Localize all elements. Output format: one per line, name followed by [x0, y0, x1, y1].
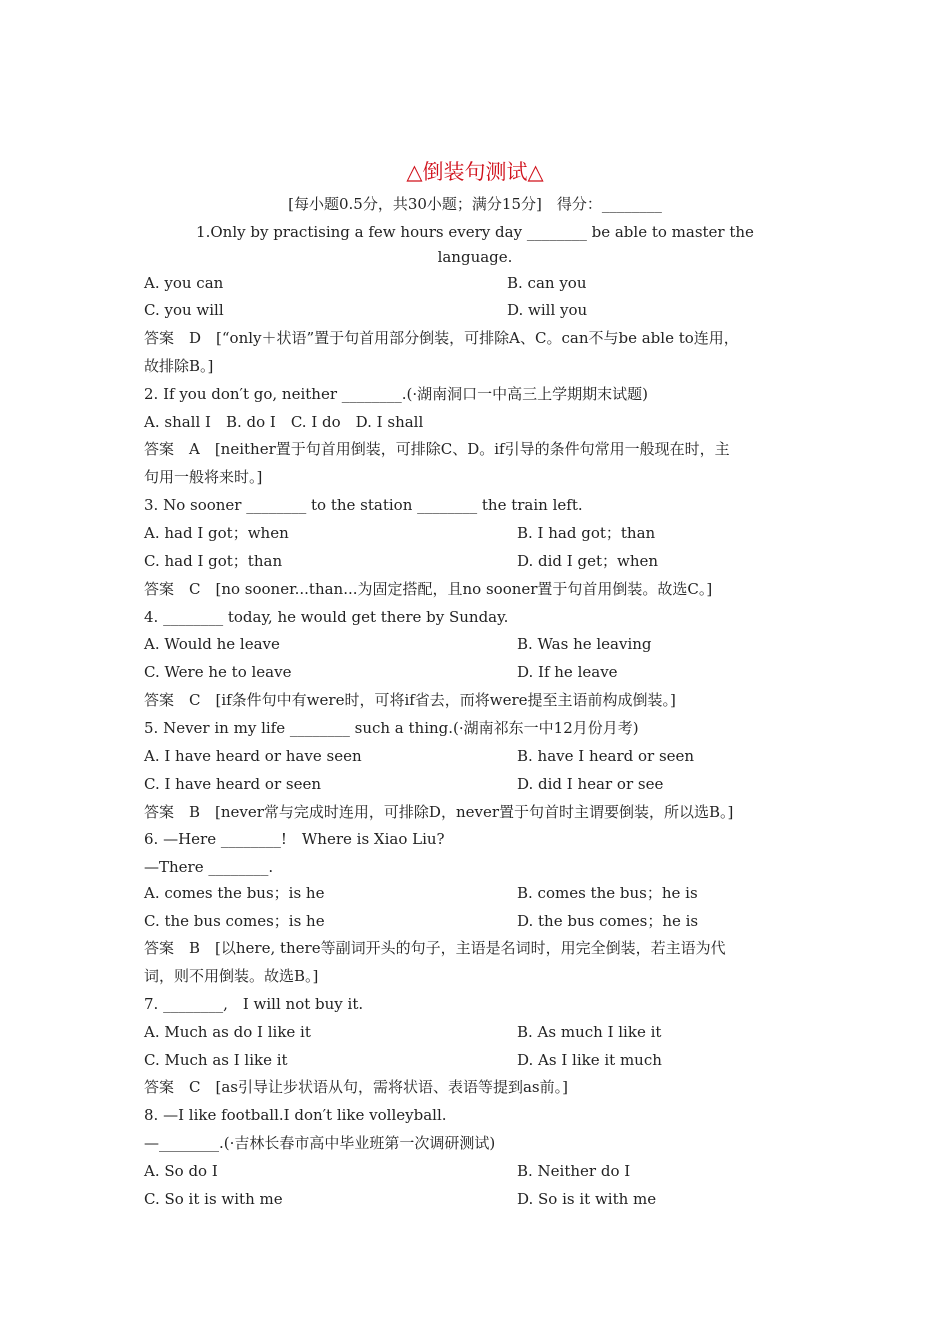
question-6-option-b: B. comes the bus；he is	[517, 884, 698, 902]
question-4-option-d: D. If he leave	[517, 663, 618, 681]
question-7-option-d: D. As I like it much	[517, 1051, 662, 1069]
question-4-option-c: C. Were he to leave	[144, 663, 292, 681]
question-6-option-d: D. the bus comes；he is	[517, 912, 699, 930]
question-4-option-a: A. Would he leave	[144, 635, 280, 653]
question-7-option-b: B. As much I like it	[517, 1023, 662, 1041]
question-5-option-d: D. did I hear or see	[517, 775, 664, 793]
question-1-option-b: B. can you	[507, 274, 587, 292]
question-1-option-d: D. will you	[507, 301, 588, 319]
question-8-option-d: D. So is it with me	[517, 1190, 657, 1208]
question-6-stem-cont: —There ________.	[144, 858, 274, 876]
question-6-answer-cont: 词，则不用倒装。故选B。]	[144, 967, 319, 985]
question-8-option-a: A. So do I	[144, 1162, 218, 1180]
question-3-answer: 答案 C [no sooner...than...为固定搭配，且no sooner置于句首用倒装。故选C。]	[144, 580, 713, 598]
question-1-option-a: A. you can	[144, 274, 224, 292]
question-5-stem: 5. Never in my life ________ such a thing.(·湖南祁东一中12月份月考)	[144, 719, 639, 737]
question-6-option-c: C. the bus comes；is he	[144, 912, 325, 930]
question-3-option-b: B. I had got；than	[517, 524, 656, 542]
instructions: [每小题0.5分，共30小题；满分15分] 得分：________	[288, 195, 662, 213]
question-1-answer-cont: 故排除B。]	[144, 357, 214, 375]
question-3-option-a: A. had I got；when	[144, 524, 289, 542]
page-title: △倒装句测试△	[406, 160, 544, 184]
question-2-answer: 答案 A [neither置于句首用倒装，可排除C、D。if引导的条件句常用一般现在时，主	[144, 440, 730, 458]
question-1-answer: 答案 D [“only＋状语”置于句首用部分倒装，可排除A、C。can不与be able to连用，	[144, 329, 739, 347]
question-5-option-c: C. I have heard or seen	[144, 775, 321, 793]
question-7-option-a: A. Much as do I like it	[144, 1023, 311, 1041]
question-3-option-c: C. had I got；than	[144, 552, 283, 570]
question-7-stem: 7. ________, I will not buy it.	[144, 995, 364, 1013]
question-6-option-a: A. comes the bus；is he	[144, 884, 325, 902]
question-5-option-b: B. have I heard or seen	[517, 747, 695, 765]
question-1-stem-cont: language.	[437, 248, 513, 266]
question-2-stem: 2. If you don′t go, neither ________.(·湖南洞口一中高三上学期期末试题)	[144, 385, 649, 403]
question-1-stem: 1.Only by practising a few hours every day ________ be able to master the	[196, 223, 754, 241]
question-4-option-b: B. Was he leaving	[517, 635, 652, 653]
question-6-answer: 答案 B [以here, there等副词开头的句子，主语是名词时，用完全倒装，若主语为代	[144, 939, 726, 957]
question-5-option-a: A. I have heard or have seen	[144, 747, 362, 765]
question-8-option-b: B. Neither do I	[517, 1162, 631, 1180]
question-8-stem: 8. —I like football.I don′t like volleyball.	[144, 1106, 447, 1124]
question-8-option-c: C. So it is with me	[144, 1190, 283, 1208]
question-7-answer: 答案 C [as引导让步状语从句，需将状语、表语等提到as前。]	[144, 1078, 568, 1096]
question-4-answer: 答案 C [if条件句中有were时，可将if省去，而将were提至主语前构成倒装。]	[144, 691, 676, 709]
question-6-stem: 6. —Here ________! Where is Xiao Liu?	[144, 830, 445, 848]
question-7-option-c: C. Much as I like it	[144, 1051, 288, 1069]
question-4-stem: 4. ________ today, he would get there by Sunday.	[144, 608, 509, 626]
question-2-options: A. shall I B. do I C. I do D. I shall	[144, 413, 424, 431]
question-8-stem-cont: —________.(·吉林长春市高中毕业班第一次调研测试)	[144, 1134, 496, 1152]
question-2-answer-cont: 句用一般将来时。]	[144, 468, 263, 486]
question-3-stem: 3. No sooner ________ to the station ________ the train left.	[144, 496, 583, 514]
question-5-answer: 答案 B [never常与完成时连用，可排除D，never置于句首时主谓要倒装，所以选B。]	[144, 803, 734, 821]
question-3-option-d: D. did I get；when	[517, 552, 659, 570]
question-1-option-c: C. you will	[144, 301, 224, 319]
